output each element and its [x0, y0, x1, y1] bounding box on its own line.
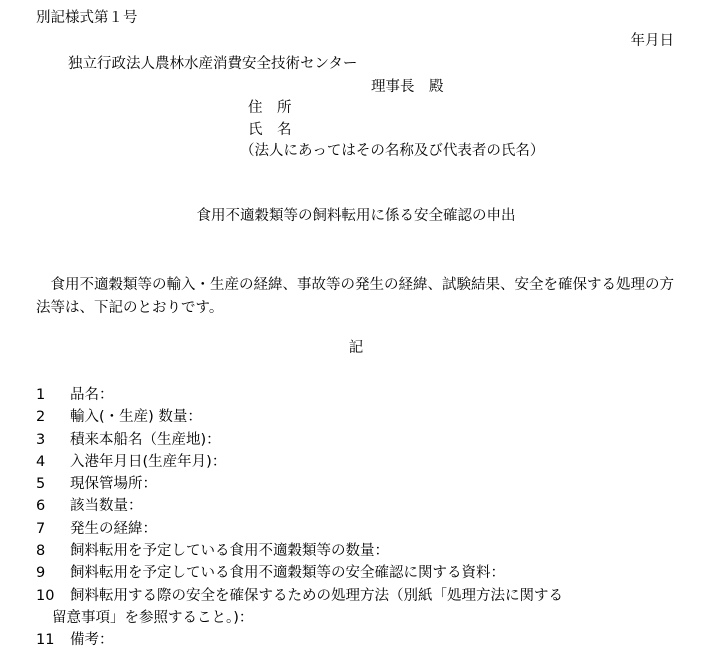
applicant-name-label: 氏 名	[248, 122, 292, 138]
document-title: 食用不適穀類等の飼料転用に係る安全確認の申出	[196, 208, 516, 224]
item-number: 11	[36, 632, 55, 649]
recipient-organization: 独立行政法人農林水産消費安全技術センター	[68, 56, 358, 72]
applicant-address-label: 住 所	[248, 100, 292, 116]
item-label: 備考：	[70, 632, 114, 649]
item-label: 入港年月日(生産年月)：	[70, 453, 227, 470]
item-number: 9	[36, 565, 46, 582]
item-number: 4	[36, 453, 46, 470]
list-item	[36, 562, 682, 584]
item-label: 輸入(・生産) 数量：	[70, 409, 202, 426]
list-item	[36, 518, 682, 540]
item-list	[36, 384, 682, 652]
list-item	[36, 629, 682, 651]
item-number: 8	[36, 543, 46, 560]
item-label: 飼料転用を予定している食用不適穀類等の数量：	[70, 543, 389, 560]
recipient-title: 理事長 殿	[371, 79, 444, 95]
item-number: 1	[36, 387, 46, 403]
item-label: 発生の経緯：	[70, 520, 157, 537]
item-number: 10	[36, 587, 55, 604]
list-item	[36, 473, 682, 495]
body-paragraph: 食用不適穀類等の輸入・生産の経緯、事故等の発生の経緯、試験結果、安全を確保する処理の方法等は、下記のとおりです。	[36, 277, 674, 316]
applicant-note: （法人にあってはその名称及び代表者の氏名）	[240, 143, 545, 159]
item-label-continuation: 留意事項」を参照すること。)：	[52, 609, 254, 626]
list-item	[36, 585, 682, 630]
item-number: 3	[36, 431, 46, 448]
item-label: 現保管場所：	[70, 476, 157, 493]
item-number: 2	[36, 409, 46, 426]
item-label: 飼料転用を予定している食用不適穀類等の安全確認に関する資料：	[70, 565, 505, 582]
item-label: 該当数量：	[70, 498, 143, 515]
item-number: 7	[36, 520, 46, 537]
item-number: 5	[36, 476, 46, 493]
item-label: 積来本船名（生産地)：	[70, 431, 221, 448]
list-item	[36, 540, 682, 562]
list-item	[36, 384, 682, 406]
item-number: 6	[36, 498, 46, 515]
date-field: 年月日	[630, 33, 674, 49]
item-label: 飼料転用する際の安全を確保するための処理方法（別紙「処理方法に関する	[70, 587, 563, 604]
item-label: 品名：	[70, 387, 114, 403]
list-item	[36, 451, 682, 473]
list-item	[36, 406, 682, 428]
list-item	[36, 495, 682, 517]
ki-heading: 記	[348, 340, 364, 356]
form-number: 別記様式第１号	[36, 10, 138, 26]
list-item	[36, 429, 682, 451]
